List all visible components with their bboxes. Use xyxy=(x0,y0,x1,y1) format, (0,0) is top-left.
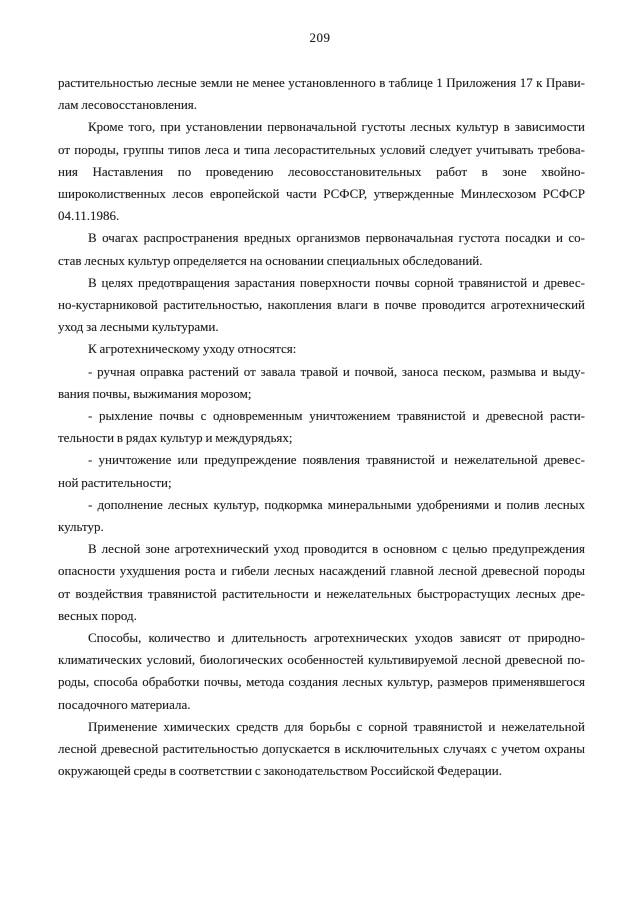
text-line: вания почвы, выжимания морозом; xyxy=(58,385,252,401)
text-line: окружающей среды в соответствии с законодательством Российской Федерации. xyxy=(58,763,502,779)
text-line: В лесной зоне агротехнический уход проводится в основном с целью предупреждения xyxy=(88,541,585,557)
text-line: весных пород. xyxy=(58,607,137,623)
paragraph xyxy=(58,361,585,405)
text-line: тельности в рядах культур и междурядьях; xyxy=(58,430,293,446)
text-line: ния Наставления по проведению лесовосстановительных работ в зоне хвойно- xyxy=(58,163,585,179)
text-line: климатических условий, биологических особенностей культивируемой лесной древесной по- xyxy=(58,652,585,668)
text-line: культур. xyxy=(58,519,104,535)
text-line: став лесных культур определяется на основании специальных обследований. xyxy=(58,252,483,268)
document-body xyxy=(58,72,585,783)
text-line: ной растительности; xyxy=(58,474,172,490)
text-line: Кроме того, при установлении первоначальной густоты лесных культур в зависимости xyxy=(88,119,585,135)
text-line: В очагах распространения вредных организмов первоначальная густота посадки и со- xyxy=(88,230,585,246)
text-line: - уничтожение или предупреждение появления травянистой и нежелательной древес- xyxy=(88,452,585,468)
text-line: - дополнение лесных культур, подкормка минеральными удобрениями и полив лесных xyxy=(88,496,585,512)
paragraph xyxy=(58,627,585,716)
text-line: - рыхление почвы с одновременным уничтожением травянистой и древесной расти- xyxy=(88,408,585,424)
paragraph xyxy=(58,405,585,449)
text-line: посадочного материала. xyxy=(58,696,191,712)
text-line: Способы, количество и длительность агротехнических уходов зависят от природно- xyxy=(88,630,585,646)
text-line: но-кустарниковой растительностью, накопления влаги в почве проводится агротехнический xyxy=(58,297,585,313)
paragraph xyxy=(58,716,585,783)
page-number: 209 xyxy=(309,30,331,45)
text-line: роды, способа обработки почвы, метода создания лесных культур, размеров применявшегося xyxy=(58,674,585,690)
paragraph xyxy=(58,116,585,227)
text-line: от породы, группы типов леса и типа лесорастительных условий следует учитывать требова- xyxy=(58,141,585,157)
paragraph xyxy=(58,338,585,360)
paragraph xyxy=(58,72,585,116)
text-line: Применение химических средств для борьбы с сорной травянистой и нежелательной xyxy=(88,718,585,734)
text-line: 04.11.1986. xyxy=(58,208,120,224)
paragraph xyxy=(58,272,585,339)
paragraph xyxy=(58,449,585,493)
text-line: от воздействия травянистой растительности и нежелательных быстрорастущих лесных дре- xyxy=(58,585,585,601)
paragraph xyxy=(58,538,585,627)
paragraph xyxy=(58,494,585,538)
text-line: опасности ухудшения роста и гибели лесных насаждений главной лесной древесной породы xyxy=(58,563,585,579)
text-line: К агротехническому уходу относятся: xyxy=(88,341,297,357)
text-line: - ручная оправка растений от завала травой и почвой, заноса песком, размыва и выду- xyxy=(88,363,585,379)
text-line: В целях предотвращения зарастания поверхности почвы сорной травянистой и древес- xyxy=(88,274,585,290)
text-line: лам лесовосстановления. xyxy=(58,97,198,113)
text-line: лесной древесной растительностью допускается в исключительных случаях с учетом охраны xyxy=(58,741,585,757)
text-line: растительностью лесные земли не менее установленного в таблице 1 Приложения 17 к Прави- xyxy=(58,75,585,90)
text-line: уход за лесными культурами. xyxy=(58,319,219,335)
paragraph xyxy=(58,227,585,271)
text-line: широколиственных лесов европейской части РСФСР, утвержденные Минлесхозом РСФСР xyxy=(58,186,585,202)
